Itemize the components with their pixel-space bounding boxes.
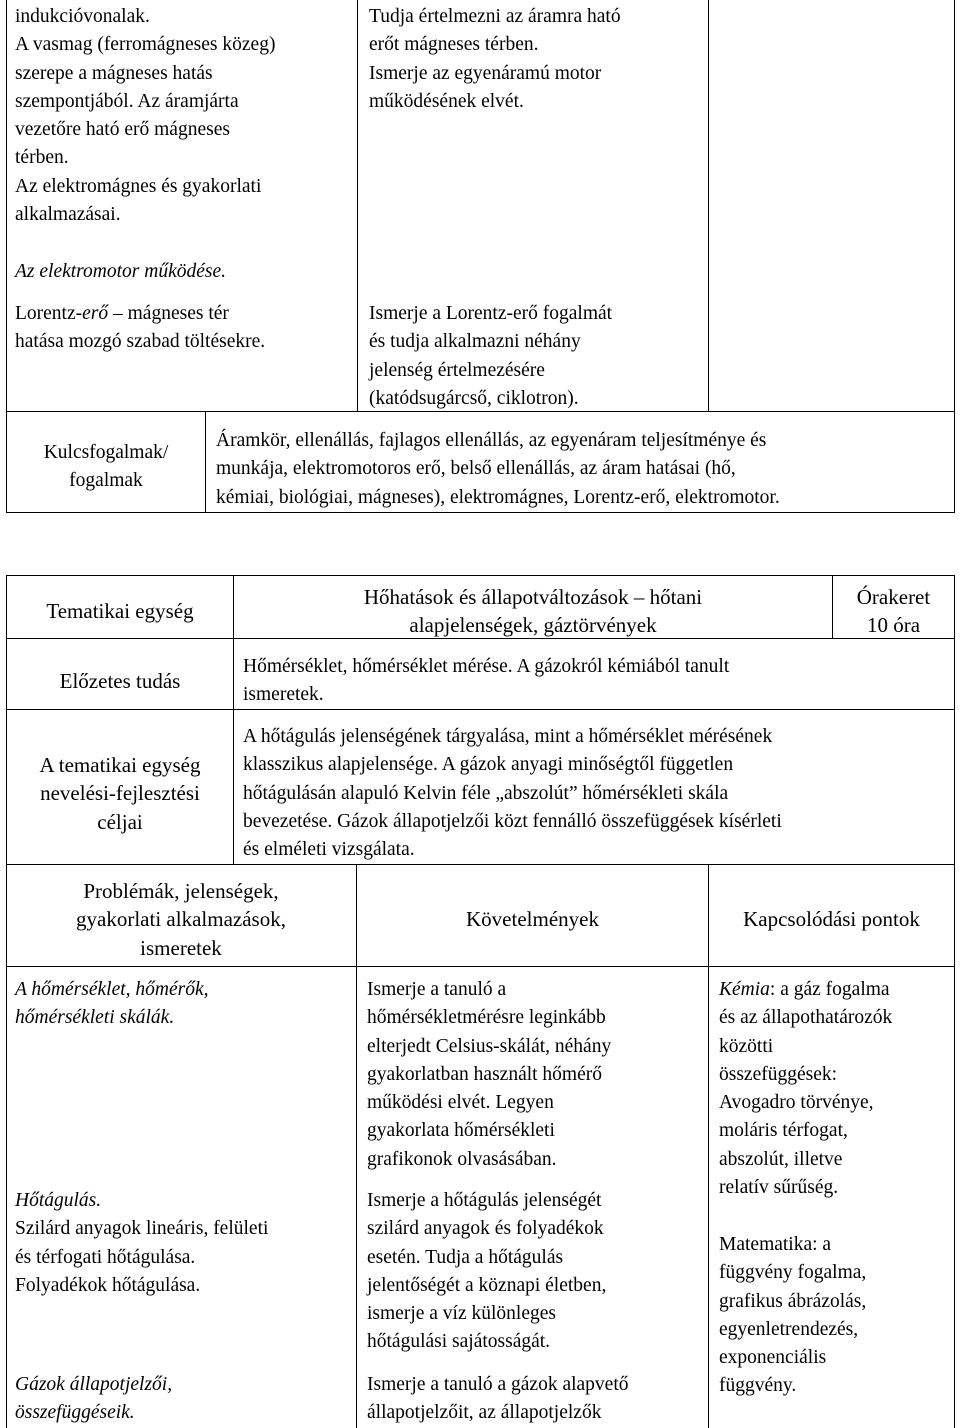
row1-col1-line: alkalmazásai. [15,204,121,226]
hours-box [833,583,954,640]
col3-block2 [719,1231,866,1401]
tematikai-egyseg-label: Tematikai egység [46,599,194,623]
kulcs-label-1: Kulcsfogalmak/ [43,442,169,463]
col1-block3-line: összefüggéseik. [15,1402,135,1424]
row1-col1-line: szempontjából. Az áramjárta [15,90,239,112]
col-divider-1 [356,864,357,1428]
unit-table-left-border [6,575,7,1428]
row2-col2-line: jelenség értelmezésére [369,359,545,381]
col2-block2 [367,1187,606,1357]
col2-block1-line: gyakorlata hőmérsékleti [367,1120,555,1142]
col2-block1-line: Ismerje a tanuló a [367,979,507,1000]
col2-block1-line: grafikonok olvasásában. [367,1148,557,1170]
col2-block2-line: ismerje a víz különleges [367,1303,556,1325]
col2-block1-line: működési elvét. Legyen [367,1092,554,1114]
top-table-left-border [6,0,7,512]
goals-label-line: A tematikai egység [39,753,201,777]
row1-col2-line: erőt mágneses térben. [369,34,539,56]
header-requirements: Követelmények [466,907,599,931]
kulcs-line: munkája, elektromotoros erő, belső ellenállás, az áram hatásai (hő, [216,458,736,480]
lorentz-b: erő [82,303,109,324]
lorentz-text [15,300,265,357]
top-table-bottom-border [6,512,955,513]
col1-block3-line: Gázok állapotjelzői, [15,1374,173,1395]
col2-block1 [367,976,611,1174]
col1-block2-title: Hőtágulás. [15,1190,102,1211]
col1-block1-line: hőmérsékleti skálák. [15,1007,175,1029]
row2-col2-line: Ismerje a Lorentz-erő fogalmát [369,303,613,324]
hours-value: 10 óra [866,613,921,638]
col3-block1-line: és az állapothatározók [719,1007,893,1029]
goals-label-line: céljai [97,809,143,834]
header-problems-line: ismeretek [140,935,222,960]
lorentz-line-2: hatása mozgó szabad töltésekre. [15,331,266,353]
hours-label: Órakeret [856,585,931,609]
goals-label-line: nevelési-fejlesztési [40,781,200,806]
row1-col1-line: Az elektromágnes és gyakorlati [15,175,262,197]
col1-block1-line: A hőmérséklet, hőmérők, [15,979,209,1000]
col1-block1 [15,976,209,1033]
col2-block2-line: szilárd anyagok és folyadékok [367,1218,604,1240]
unit-table-top-border [6,575,955,576]
row1-col2-line: Ismerje az egyenáramú motor [369,62,602,84]
col3-first-rest: : a gáz fogalma [769,979,890,1000]
kulcs-line: Áramkör, ellenállás, fajlagos ellenállás, az egyenáram teljesítménye és [216,430,767,451]
unit-title [234,583,832,640]
elektromotor-heading: Az elektromotor működése. [15,261,227,282]
row2-col2-line: (katódsugárcső, ciklotron). [369,387,579,409]
lorentz-a: Lorentz- [15,303,83,324]
col1-block2 [15,1187,268,1300]
row1-col1-line: szerepe a mágneses hatás [15,62,213,84]
prior-line: Hőmérséklet, hőmérséklet mérése. A gázokról kémiából tanult [243,656,730,677]
col-divider-2 [708,864,709,1428]
row2-col2-text [369,300,612,413]
prior-line: ismeretek. [243,684,324,706]
header-problems-line: gyakorlati alkalmazások, [76,907,286,932]
kulcs-line: kémiai, biológiai, mágneses), elektromágnes, Lorentz-erő, elektromotor. [216,486,780,508]
top-table-col-divider-2 [708,0,709,411]
col3-block2-line: grafikus ábrázolás, [719,1290,867,1312]
col1-block2-line: és térfogati hőtágulása. [15,1246,196,1268]
col2-block1-line: gyakorlatban használt hőmérő [367,1063,602,1085]
goals-line: klasszikus alapjelensége. A gázok anyagi minőségtől független [243,754,734,776]
goals-label [6,751,234,836]
prior-knowledge-text [243,653,729,710]
top-table-right-border [954,0,955,512]
goals-line: bevezetése. Gázok állapotjelzői közt fennálló összefüggések kísérleti [243,810,782,832]
col2-block3-line: Ismerje a tanuló a gázok alapvető [367,1374,629,1395]
col2-block1-line: elterjedt Celsius-skálát, néhány [367,1035,612,1057]
row1-col2-text [369,3,621,116]
row1-col2-line: működésének elvét. [369,90,524,112]
col3-block2-line: exponenciális [719,1347,827,1369]
col3-block1-line: közötti [719,1035,774,1057]
col3-block1-line: összefüggések: [719,1063,838,1085]
col1-block2-line: Szilárd anyagok lineáris, felületi [15,1218,269,1240]
kulcsfogalmak-label [6,439,206,496]
col1-block3 [15,1371,172,1428]
col3-block1-line: Avogadro törvénye, [719,1092,874,1114]
lorentz-c: – mágneses tér [108,303,229,324]
header-connections: Kapcsolódási pontok [743,907,920,931]
col3-block2-line: Matematika: a [719,1234,832,1255]
goals-text [243,723,782,864]
row1-col1-line: térben. [15,147,69,169]
col2-block2-line: jelentőségét a köznapi életben, [367,1274,607,1296]
row1-col2-line: Tudja értelmezni az áramra ható [369,6,621,27]
col1-block2-line: Folyadékok hőtágulása. [15,1274,201,1296]
col2-block1-line: hőmérsékletmérésre leginkább [367,1007,606,1029]
goals-line: hőtágulásán alapuló Kelvin féle „abszolút” hőmérsékleti skála [243,782,729,804]
header-row-bottom [6,966,955,967]
unit-table-right-border [954,575,955,1428]
header-problems [6,877,356,962]
unit-title-line-1: Hőhatások és állapotváltozások – hőtani [363,585,703,609]
col2-block2-line: esetén. Tudja a hőtágulás [367,1246,564,1268]
row1-col1-line: A vasmag (ferromágneses közeg) [15,34,276,56]
col2-block2-line: Ismerje a hőtágulás jelenségét [367,1190,602,1211]
col3-block1-line: moláris térfogat, [719,1120,848,1142]
row1-col1-line: indukcióvonalak. [15,6,150,27]
col3-block1-line: relatív sűrűség. [719,1177,839,1199]
col2-block2-line: hőtágulási sajátosságát. [367,1331,551,1353]
goals-line: és elméleti vizsgálata. [243,839,415,861]
goals-line: A hőtágulás jelenségének tárgyalása, mint a hőmérséklet mérésének [243,726,773,747]
kulcs-label-2: fogalmak [69,470,143,492]
row2-col2-line: és tudja alkalmazni néhány [369,331,581,353]
col3-block2-line: egyenletrendezés, [719,1318,859,1340]
col3-block1-line: abszolút, illetve [719,1148,843,1170]
col2-block3 [367,1371,629,1428]
col3-block2-line: függvény. [719,1375,797,1397]
row1-col1-text [15,3,275,229]
lorentz-line-1 [15,300,265,328]
col3-block2-line: függvény fogalma, [719,1262,867,1284]
prior-knowledge-label: Előzetes tudás [59,669,181,693]
header-problems-line: Problémák, jelenségek, [83,879,279,903]
row1-col1-line: vezetőre ható erő mágneses [15,119,230,141]
top-table-col-divider [357,0,358,411]
col2-block3-line: állapotjelzőit, az állapotjelzők [367,1402,602,1424]
kulcsfogalmak-text [216,427,780,512]
col3-subject-chemistry: Kémia [719,979,770,1000]
col3-block1-first-line [719,976,892,1004]
col3-block1 [719,976,892,1202]
unit-title-line-2: alapjelenségek, gáztörvények [409,613,657,638]
